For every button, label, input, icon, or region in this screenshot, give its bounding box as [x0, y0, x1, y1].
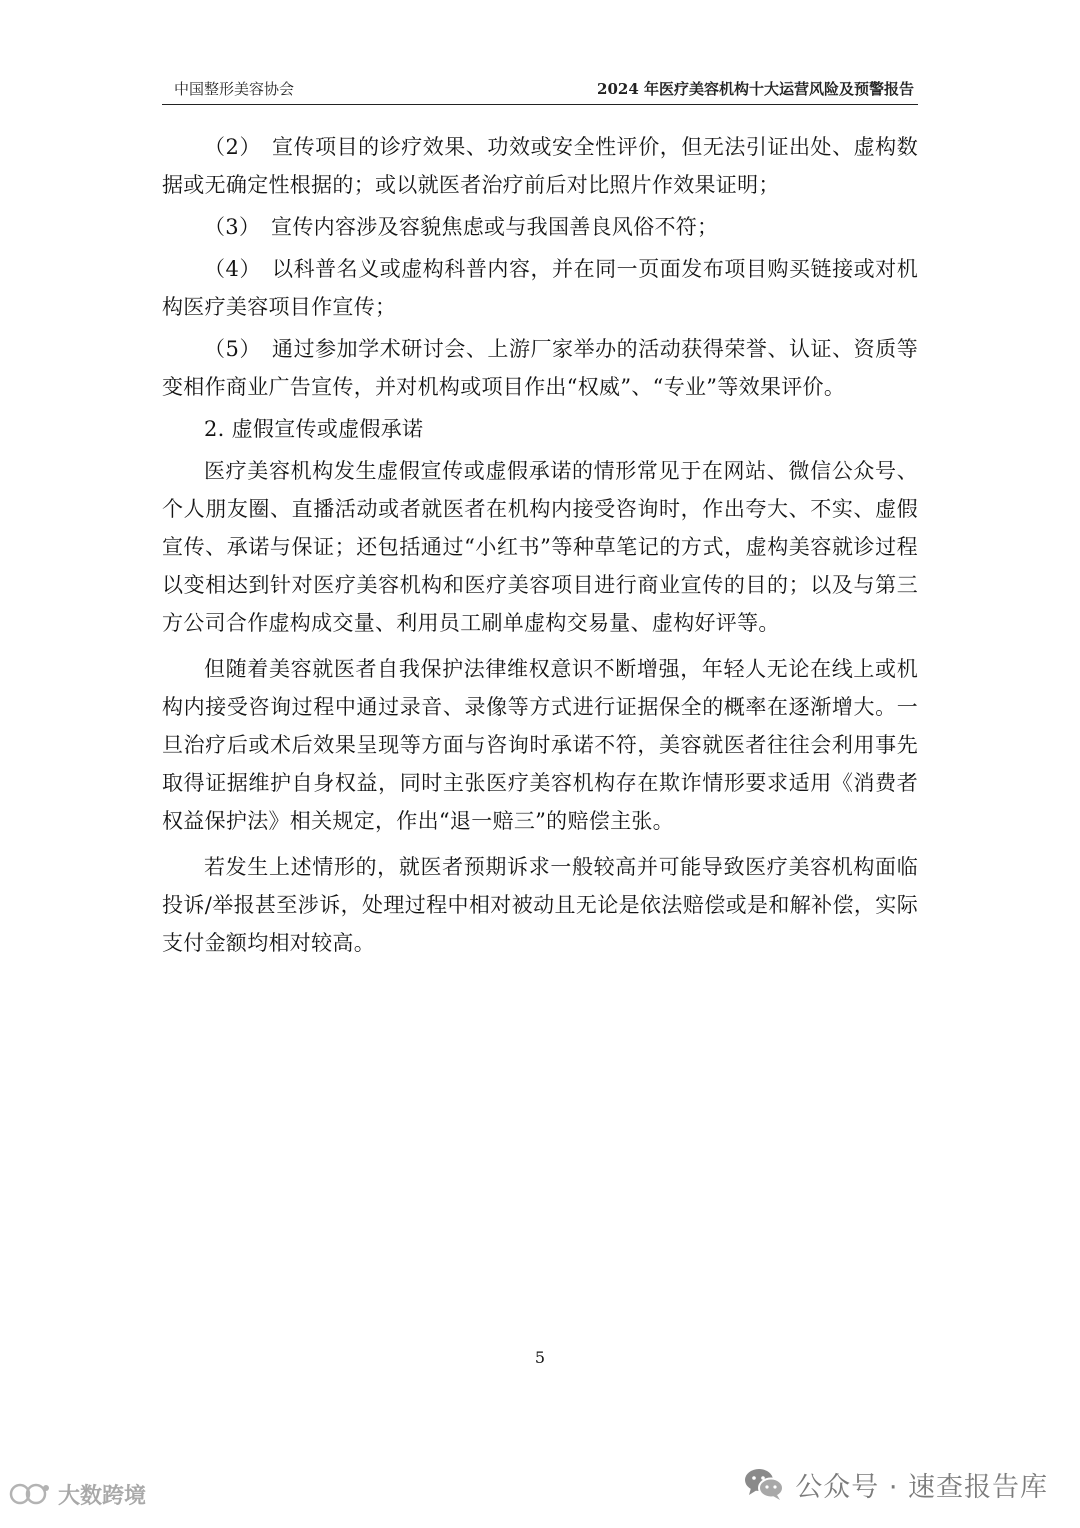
section-heading: 2. 虚假宣传或虚假承诺 [204, 417, 424, 441]
list-item-2: （2） 宣传项目的诊疗效果、功效或安全性评价，但无法引证出处、虚构数据或无确定性根据的；或以就医者治疗前后对比照片作效果证明； [162, 135, 918, 197]
body-paragraph: 若发生上述情形的，就医者预期诉求一般较高并可能导致医疗美容机构面临投诉/举报甚至涉诉，处理过程中相对被动且无论是依法赔偿或是和解补偿，实际支付金额均相对较高。 [162, 855, 918, 955]
watermark-left-text: 大数跨境 [58, 1483, 147, 1509]
page-body [162, 128, 918, 962]
wechat-icon [743, 1466, 785, 1502]
brand-logo-icon [8, 1481, 52, 1507]
list-item-3: （3） 宣传内容涉及容貌焦虑或与我国善良风俗不符； [204, 215, 719, 239]
body-paragraph: 医疗美容机构发生虚假宣传或虚假承诺的情形常见于在网站、微信公众号、个人朋友圈、直播活动或者就医者在机构内接受咨询时，作出夸大、不实、虚假宣传、承诺与保证；还包括通过“小红书”等种草笔记的方式，虚构美容就诊过程以变相达到针对医疗美容机构和医疗美容项目进行商业宣传的目的；以及与第三方公司合作虚构成交量、利用员工刷单虚构交易量、虚构好评等。 [162, 459, 918, 635]
page-number: 5 [534, 1348, 546, 1367]
page-header [162, 74, 918, 105]
watermark-right-text: 公众号 · 速查报告库 [795, 1471, 1048, 1503]
header-org: 中国整形美容协会 [174, 80, 295, 98]
list-item-5: （5） 通过参加学术研讨会、上游厂家举办的活动获得荣誉、认证、资质等变相作商业广告宣传，并对机构或项目作出“权威”、“专业”等效果评价。 [162, 337, 918, 399]
watermark-left [8, 1478, 146, 1510]
watermark-right [743, 1462, 1048, 1506]
header-report-title: 2024 年医疗美容机构十大运营风险及预警报告 [597, 80, 914, 98]
list-item-4: （4） 以科普名义或虚构科普内容，并在同一页面发布项目购买链接或对机构医疗美容项目作宣传； [162, 257, 918, 319]
body-paragraph: 但随着美容就医者自我保护法律维权意识不断增强，年轻人无论在线上或机构内接受咨询过程中通过录音、录像等方式进行证据保全的概率在逐渐增大。一旦治疗后或术后效果呈现等方面与咨询时承诺不符，美容就医者往往会利用事先取得证据维护自身权益，同时主张医疗美容机构存在欺诈情形要求适用《消费者权益保护法》相关规定，作出“退一赔三”的赔偿主张。 [162, 657, 918, 833]
